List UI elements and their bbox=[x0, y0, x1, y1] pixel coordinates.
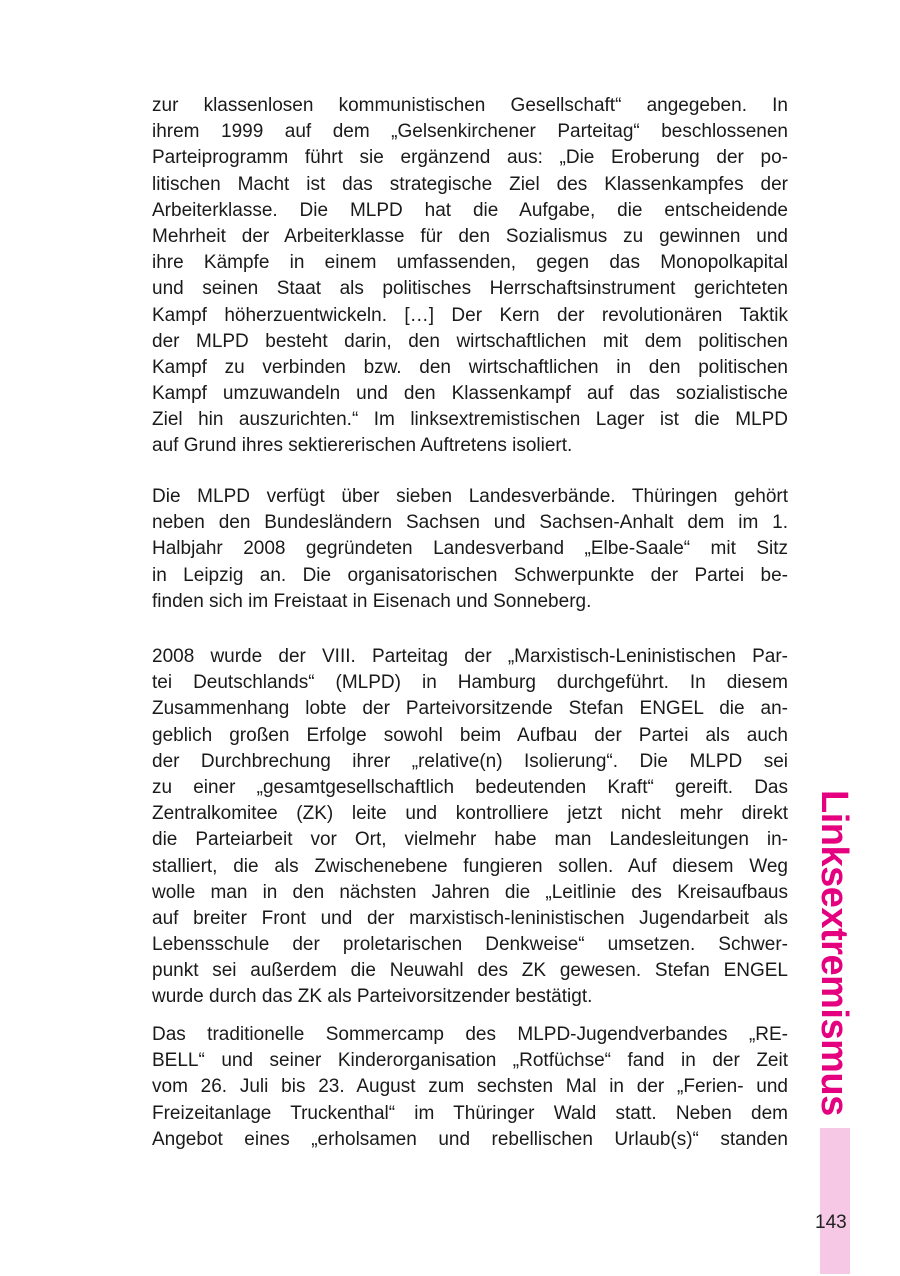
text-line: geblich großen Erfolge sowohl beim Aufbau der Partei als auch bbox=[152, 724, 788, 746]
text-line: wurde durch das ZK als Parteivorsitzender bestätigt. bbox=[152, 986, 593, 1008]
text-line: ihrem 1999 auf dem „Gelsenkirchener Parteitag“ beschlossenen bbox=[152, 121, 788, 143]
page-number: 143 bbox=[815, 1212, 847, 1233]
text-line: Kampf umzuwandeln und den Klassenkampf auf das sozialistische bbox=[152, 383, 788, 405]
text-line: auf Grund ihres sektiererischen Auftretens isoliert. bbox=[152, 435, 573, 457]
text-line: Freizeitanlage Truckenthal“ im Thüringer Wald statt. Neben dem bbox=[152, 1102, 788, 1124]
text-line: 2008 wurde der VIII. Parteitag der „Marxistisch-Leninistischen Par- bbox=[152, 646, 788, 667]
text-line: wolle man in den nächsten Jahren die „Leitlinie des Kreisaufbaus bbox=[152, 881, 788, 903]
text-line: zu einer „gesamtgesellschaftlich bedeutenden Kraft“ gereift. Das bbox=[152, 776, 788, 798]
text-line: Angebot eines „erholsamen und rebellischen Urlaub(s)“ standen bbox=[152, 1128, 788, 1150]
text-line: stalliert, die als Zwischenebene fungieren sollen. Auf diesem Weg bbox=[152, 855, 788, 877]
text-line: die Parteiarbeit vor Ort, vielmehr habe man Landesleitungen in- bbox=[152, 829, 788, 851]
text-line: Arbeiterklasse. Die MLPD hat die Aufgabe, die entscheidende bbox=[152, 199, 788, 221]
text-line: und seinen Staat als politisches Herrschaftsinstrument gerichteten bbox=[152, 278, 788, 300]
text-line: vom 26. Juli bis 23. August zum sechsten Mal in der „Ferien- und bbox=[152, 1076, 788, 1098]
paragraph bbox=[152, 484, 788, 615]
text-line: Die MLPD verfügt über sieben Landesverbände. Thüringen gehört bbox=[152, 486, 788, 507]
text-line: auf breiter Front und der marxistisch-leninistischen Jugendarbeit als bbox=[152, 907, 788, 929]
text-line: Mehrheit der Arbeiterklasse für den Sozialismus zu gewinnen und bbox=[152, 225, 788, 247]
text-line: Kampf zu verbinden bzw. den wirtschaftlichen in den politischen bbox=[152, 356, 788, 378]
text-line: neben den Bundesländern Sachsen und Sachsen-Anhalt dem im 1. bbox=[152, 512, 788, 534]
text-line: Zentralkomitee (ZK) leite und kontrolliere jetzt nicht mehr direkt bbox=[152, 803, 788, 825]
text-line: Kampf höherzuentwickeln. […] Der Kern der revolutionären Taktik bbox=[152, 304, 788, 326]
text-line: punkt sei außerdem die Neuwahl des ZK gewesen. Stefan ENGEL bbox=[152, 960, 788, 982]
text-line: Zusammenhang lobte der Parteivorsitzende Stefan ENGEL die an- bbox=[152, 698, 788, 720]
paragraph bbox=[152, 644, 788, 1011]
section-title-text: Linksextremismus bbox=[813, 790, 855, 1116]
text-line: Halbjahr 2008 gegründeten Landesverband „Elbe-Saale“ mit Sitz bbox=[152, 538, 788, 560]
paragraph bbox=[152, 93, 788, 460]
text-line: der MLPD besteht darin, den wirtschaftlichen mit dem politischen bbox=[152, 330, 788, 352]
section-title-vertical bbox=[806, 790, 856, 1116]
text-line: finden sich im Freistaat in Eisenach und Sonneberg. bbox=[152, 590, 592, 612]
text-line: litischen Macht ist das strategische Ziel des Klassenkampfes der bbox=[152, 173, 788, 195]
text-line: Ziel hin auszurichten.“ Im linksextremistischen Lager ist die MLPD bbox=[152, 409, 788, 431]
text-line: ihre Kämpfe in einem umfassenden, gegen das Monopolkapital bbox=[152, 252, 788, 274]
text-line: Lebensschule der proletarischen Denkweise“ umsetzen. Schwer- bbox=[152, 934, 788, 956]
text-line: tei Deutschlands“ (MLPD) in Hamburg durchgeführt. In diesem bbox=[152, 672, 788, 694]
section-tab bbox=[820, 1128, 850, 1274]
text-line: in Leipzig an. Die organisatorischen Schwerpunkte der Partei be- bbox=[152, 564, 788, 586]
text-line: zur klassenlosen kommunistischen Gesellschaft“ angegeben. In bbox=[152, 95, 788, 116]
text-line: Das traditionelle Sommercamp des MLPD-Jugendverbandes „RE- bbox=[152, 1024, 788, 1045]
text-line: Parteiprogramm führt sie ergänzend aus: „Die Eroberung der po- bbox=[152, 147, 788, 169]
text-line: der Durchbrechung ihrer „relative(n) Isolierung“. Die MLPD sei bbox=[152, 750, 788, 772]
text-line: BELL“ und seiner Kinderorganisation „Rotfüchse“ fand in der Zeit bbox=[152, 1050, 788, 1072]
paragraph bbox=[152, 1022, 788, 1153]
